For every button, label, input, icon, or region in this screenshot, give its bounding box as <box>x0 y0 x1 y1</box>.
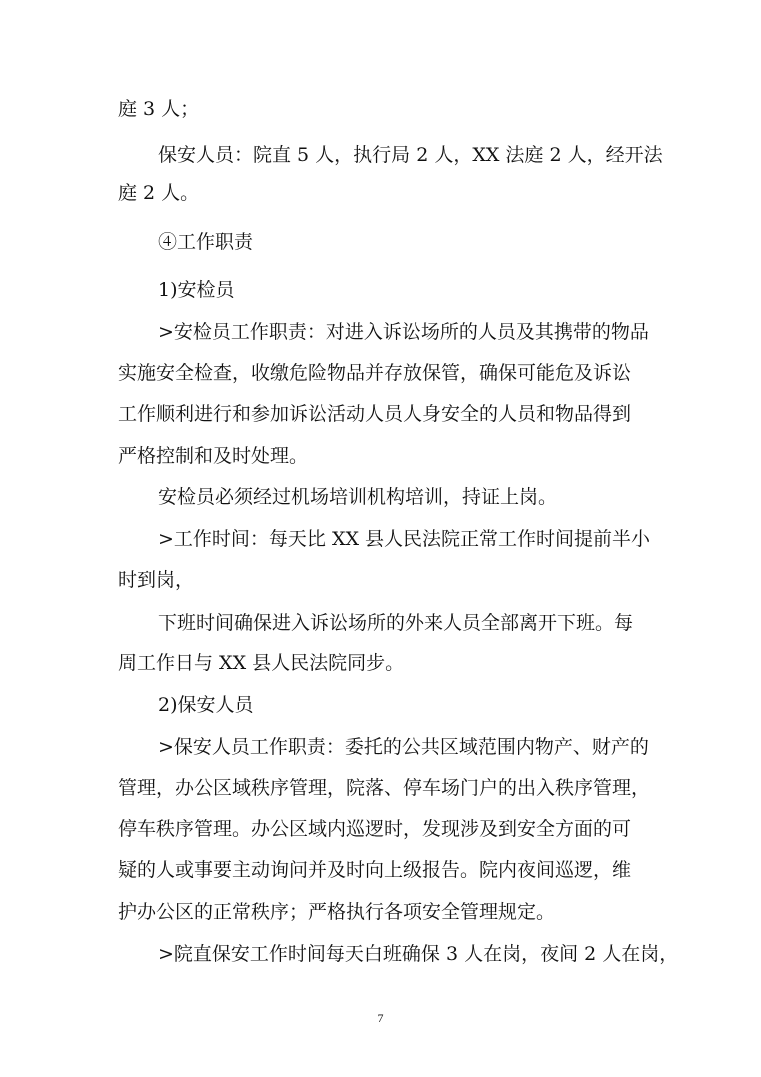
section-heading: ④工作职责 <box>158 231 254 253</box>
text-line: 实施安全检查，收缴危险物品并存放保管，确保可能危及诉讼 <box>118 362 632 384</box>
text-line: 停车秩序管理。办公区域内巡逻时，发现涉及到安全方面的可 <box>118 818 632 840</box>
text-line: 管理，办公区域秩序管理，院落、停车场门户的出入秩序管理， <box>118 777 651 799</box>
text-line: 时到岗， <box>118 569 195 591</box>
text-line: 护办公区的正常秩序；严格执行各项安全管理规定。 <box>118 901 556 923</box>
text-line: >院直保安工作时间每天白班确保 3 人在岗，夜间 2 人在岗， <box>158 943 679 965</box>
text-line: 庭 3 人； <box>118 98 200 120</box>
text-line: 严格控制和及时处理。 <box>118 445 309 467</box>
text-line: 保安人员：院直 5 人，执行局 2 人，XX 法庭 2 人，经开法 <box>158 144 663 166</box>
text-line: 庭 2 人。 <box>118 182 200 204</box>
text-line: >保安人员工作职责：委托的公共区域范围内物产、财产的 <box>158 736 649 758</box>
page-number: 7 <box>377 1011 384 1025</box>
text-line: 周工作日与 XX 县人民法院同步。 <box>118 652 405 674</box>
text-line: 工作顺利进行和参加诉讼活动人员人身安全的人员和物品得到 <box>118 403 632 425</box>
text-line: 疑的人或事要主动询问并及时向上级报告。院内夜间巡逻，维 <box>118 859 632 881</box>
text-line: 下班时间确保进入诉讼场所的外来人员全部离开下班。每 <box>158 612 634 634</box>
text-line: >安检员工作职责：对进入诉讼场所的人员及其携带的物品 <box>158 321 649 343</box>
subsection-heading: 2)保安人员 <box>158 694 254 716</box>
subsection-heading: 1)安检员 <box>158 279 235 301</box>
text-line: >工作时间：每天比 XX 县人民法院正常工作时间提前半小 <box>158 528 651 550</box>
text-line: 安检员必须经过机场培训机构培训，持证上岗。 <box>158 486 558 508</box>
